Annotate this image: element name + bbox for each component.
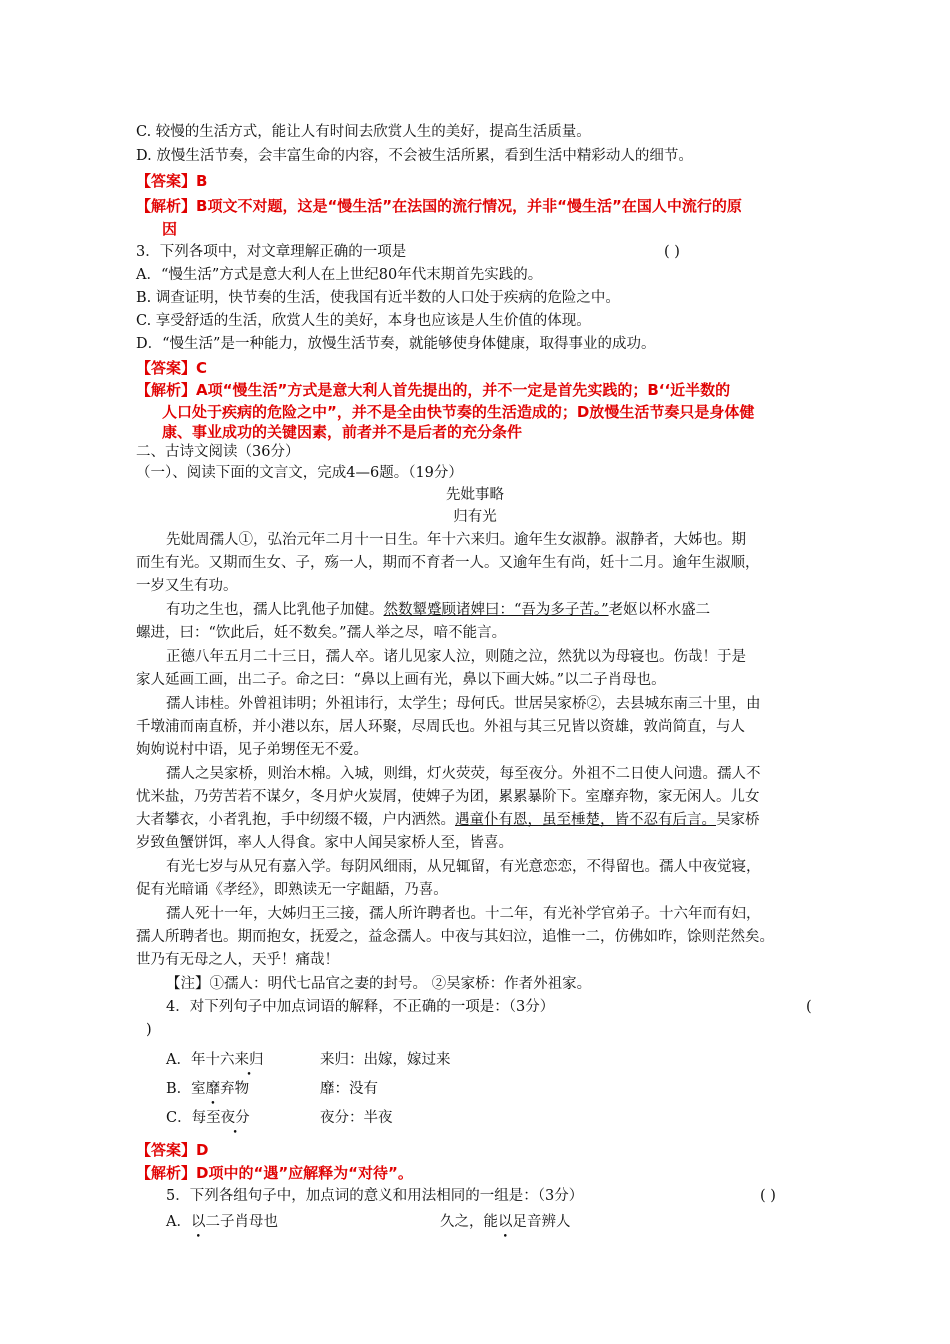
q4-option-c-gloss: 夜分：半夜 <box>320 1110 393 1126</box>
passage-p5-line3: 大者攀衣，小者乳抱，手中纫缀不辍，户内洒然。遇童仆有恩，虽至棰楚，皆不忍有后言。吴家桥 <box>136 812 760 828</box>
q2-option-c: C. 较慢的生活方式，能让人有时间去欣赏人生的美好，提高生活质量。 <box>136 124 591 140</box>
passage-author: 归有光 <box>453 509 497 525</box>
q4-paren-close: ) <box>146 1022 152 1038</box>
q3-option-b: B. 调查证明，快节奏的生活，使我国有近半数的人口处于疾病的危险之中。 <box>136 290 620 306</box>
dotted-word: 靡 <box>205 1081 221 1097</box>
passage-p4-line3: 姁姁说村中语，见子弟甥侄无不爱。 <box>136 742 368 758</box>
passage-p4-line2: 千墩浦而南直桥，并小港以东，居人环聚，尽周氏也。外祖与其三兄皆以资雄，敦尚简直，与人 <box>136 719 745 735</box>
passage-p1-line1: 先妣周孺人①，弘治元年二月十一日生。年十六来归。逾年生女淑静。淑静者，大姊也。期 <box>166 532 746 548</box>
underlined-sentence: 遇童仆有恩，虽至棰楚，皆不忍有后言。 <box>455 812 716 828</box>
dotted-word: 以 <box>498 1214 513 1230</box>
q3-answer: 【答案】C <box>136 359 208 377</box>
passage-p7-line2: 孺人所聘者也。期而抱女，抚爱之，益念孺人。中夜与其妇泣，追惟一二，仿佛如昨，馀则茫然矣。 <box>136 929 774 945</box>
underlined-sentence: 然数颦蹙顾诸婢曰：“吾为多子苦。” <box>383 602 609 618</box>
q4-option-a-gloss: 来归：出嫁，嫁过来 <box>320 1052 451 1068</box>
q5-answer-paren: ( ) <box>760 1188 776 1204</box>
dotted-word: 以 <box>190 1214 206 1230</box>
q4-stem: 4．对下列句子中加点词语的解释，不正确的一项是：（3分） <box>166 999 555 1015</box>
passage-title: 先妣事略 <box>446 487 504 503</box>
passage-note: 【注】①孺人：明代七品官之妻的封号。 ②吴家桥：作者外祖家。 <box>166 976 592 992</box>
q3-option-a: A．“慢生活”方式是意大利人在上世纪80年代末期首先实践的。 <box>136 267 543 283</box>
passage-p4-line1: 孺人讳桂。外曾祖讳明；外祖讳行，太学生；母何氏。世居吴家桥②，去县城东南三十里，由 <box>166 696 761 712</box>
passage-p1-line3: 一岁又生有功。 <box>136 578 238 594</box>
passage-p6-line1: 有光七岁与从兄有嘉入学。每阴风细雨，从兄辄留，有光意恋恋，不得留也。孺人中夜觉寝， <box>166 859 761 875</box>
dotted-word: 来归 <box>234 1052 264 1068</box>
q2-analysis-line2: 因 <box>162 220 178 238</box>
q5-option-a: A．以二子肖母也 <box>166 1214 278 1230</box>
answer-tag: 【答案】 <box>136 172 197 190</box>
answer-value: B <box>196 172 208 190</box>
section-heading: 二、古诗文阅读（36分） <box>136 444 300 460</box>
q4-analysis: 【解析】D项中的“遇”应解释为“对待”。 <box>136 1164 413 1182</box>
passage-p5-line2: 忧米盐，乃劳苦若不谋夕，冬月炉火炭屑，使婢子为团，累累暴阶下。室靡弃物，家无闲人。儿女 <box>136 789 760 805</box>
q5-option-a-second: 久之，能以足音辨人 <box>440 1214 571 1230</box>
q3-option-c: C. 享受舒适的生活，欣赏人生的美好，本身也应该是人生价值的体现。 <box>136 313 591 329</box>
section-subheading: （一）、阅读下面的文言文，完成4—6题。（19分） <box>136 465 463 481</box>
passage-p7-line3: 世乃有无母之人，天乎！痛哉！ <box>136 952 339 968</box>
q4-answer: 【答案】D <box>136 1141 209 1159</box>
q4-option-b: B．室靡弃物 <box>166 1081 250 1097</box>
analysis-text: B项文不对题，这是“慢生活”在法国的流行情况，并非“慢生活”在国人中流行的原 <box>196 197 742 215</box>
q4-paren-open: ( <box>806 999 812 1015</box>
passage-p6-line2: 促有光暗诵《孝经》，即熟读无一字龃龉，乃喜。 <box>136 882 448 898</box>
q3-analysis-line2: 人口处于疾病的危险之中”，并不是全由快节奏的生活造成的；D放慢生活节奏只是身体健 <box>162 403 755 421</box>
q3-option-d: D．“慢生活”是一种能力，放慢生活节奏，就能够使身体健康，取得事业的成功。 <box>136 336 656 352</box>
dotted-word: 夜分 <box>220 1110 250 1126</box>
passage-p2-line1: 有功之生也，孺人比乳他子加健。然数颦蹙顾诸婢曰：“吾为多子苦。”老妪以杯水盛二 <box>166 602 711 618</box>
passage-p2-line2: 螺进，曰：“饮此后，妊不数矣。”孺人举之尽，喑不能言。 <box>136 625 507 641</box>
q4-option-a: A．年十六来归 <box>166 1052 264 1068</box>
passage-p7-line1: 孺人死十一年，大姊归王三接，孺人所许聘者也。十二年，有光补学官弟子。十六年而有妇， <box>166 906 761 922</box>
q2-option-d: D. 放慢生活节奏，会丰富生命的内容，不会被生活所累，看到生活中精彩动人的细节。 <box>136 148 693 164</box>
q3-analysis-line3: 康、事业成功的关键因素，前者并不是后者的充分条件 <box>162 423 523 441</box>
passage-p3-line2: 家人延画工画，出二子。命之曰：“鼻以上画有光，鼻以下画大姊。”以二子肖母也。 <box>136 672 666 688</box>
q4-option-b-gloss: 靡：没有 <box>320 1081 378 1097</box>
analysis-tag: 【解析】 <box>136 197 197 215</box>
q4-option-c: C．每至夜分 <box>166 1110 250 1126</box>
q5-stem: 5．下列各组句子中，加点词的意义和用法相同的一组是：（3分） <box>166 1188 584 1204</box>
passage-p5-line4: 岁致鱼蟹饼饵，率人人得食。家中人闻吴家桥人至，皆喜。 <box>136 835 513 851</box>
passage-p3-line1: 正德八年五月二十三日，孺人卒。诸儿见家人泣，则随之泣，然犹以为母寝也。伤哉！于是 <box>166 649 746 665</box>
q2-analysis-line1 <box>136 196 742 217</box>
passage-p1-line2: 而生有光。又期而生女、子，殇一人，期而不育者一人。又逾年生有尚，妊十二月。逾年生淑顺， <box>136 555 760 571</box>
q3-answer-paren: ( ) <box>664 244 680 260</box>
q3-analysis-line1: 【解析】A项“慢生活”方式是意大利人首先提出的，并不一定是首先实践的；B‘‘近半数的 <box>136 381 731 399</box>
q3-stem: 3．下列各项中，对文章理解正确的一项是 <box>136 244 407 260</box>
q2-answer <box>136 171 207 192</box>
passage-p5-line1: 孺人之吴家桥，则治木棉。入城，则缉，灯火荧荧，每至夜分。外祖不二日使人问遗。孺人不 <box>166 766 761 782</box>
